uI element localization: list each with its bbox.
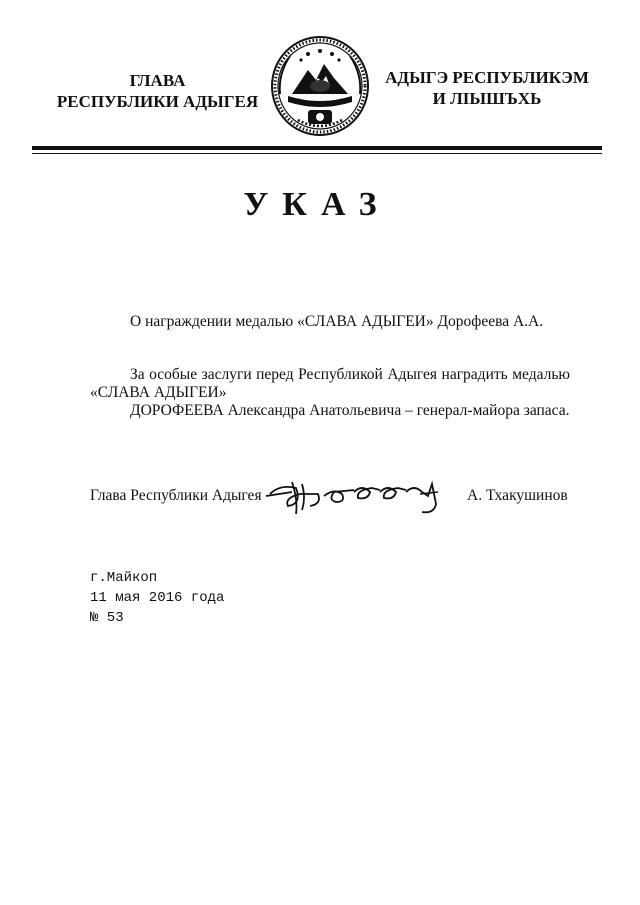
body-line-3: ДОРОФЕЕВА Александра Анатольевича – генерал-майора запаса. bbox=[130, 402, 570, 419]
header-divider-thick bbox=[32, 146, 602, 150]
document-subject: О награждении медалью «СЛАВА АДЫГЕИ» Дорофеева А.А. bbox=[130, 313, 544, 330]
document-title: УКАЗ bbox=[243, 186, 391, 223]
body-line-2: «СЛАВА АДЫГЕИ» bbox=[90, 384, 227, 401]
header-right-line1: АДЫГЭ РЕСПУБЛИКЭМ bbox=[385, 68, 589, 87]
coat-of-arms-icon bbox=[268, 34, 372, 138]
decree-number: № 53 bbox=[90, 610, 124, 626]
signature-label: Глава Республики Адыгея bbox=[90, 487, 262, 504]
header-left-line1: ГЛАВА bbox=[129, 71, 186, 90]
issue-date: 11 мая 2016 года bbox=[90, 590, 225, 606]
body-line-1: За особые заслуги перед Республикой Адыгея наградить медалью bbox=[130, 366, 570, 383]
header-left-line2: РЕСПУБЛИКИ АДЫГЕЯ bbox=[56, 92, 259, 111]
header-divider-thin bbox=[32, 153, 602, 154]
handwritten-signature-icon bbox=[262, 474, 452, 518]
signatory-name: А. Тхакушинов bbox=[467, 487, 568, 504]
issue-city: г.Майкоп bbox=[90, 570, 158, 586]
header-right-line2: И ЛІЫШЪХЬ bbox=[432, 89, 542, 108]
header-right bbox=[378, 67, 596, 109]
header-left bbox=[30, 70, 285, 112]
